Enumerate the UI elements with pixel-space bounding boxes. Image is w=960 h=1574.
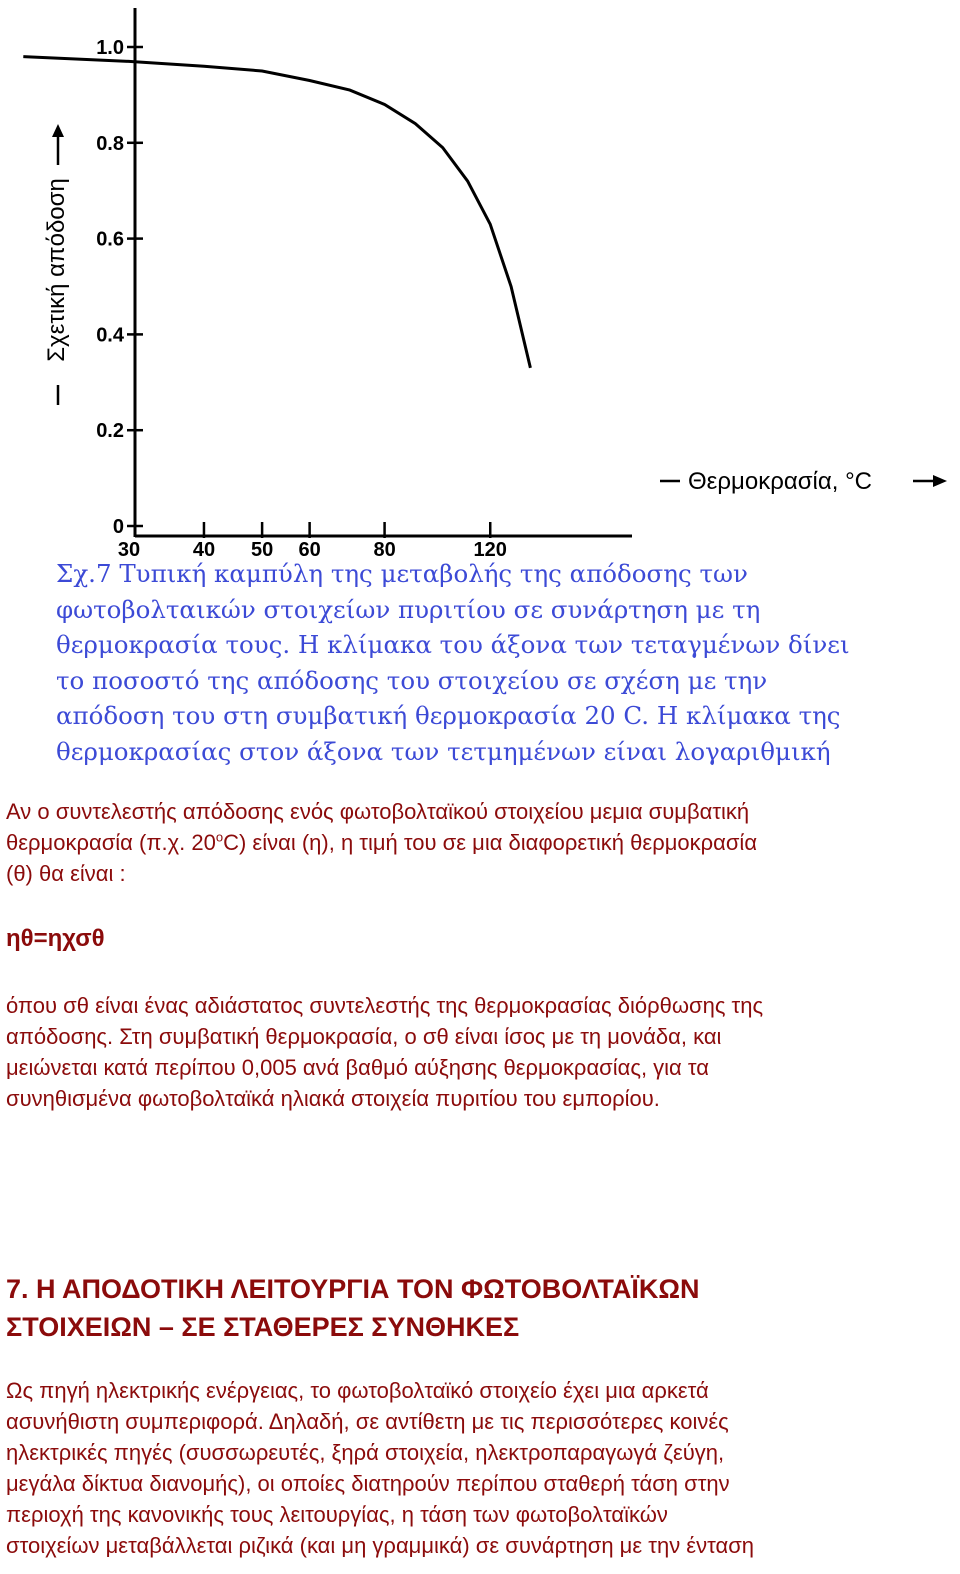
text-line: όπου σθ είναι ένας αδιάστατος συντελεστής της θερμοκρασίας διόρθωσης της [6,993,764,1018]
y-tick-label: 0 [112,516,124,538]
efficiency-curve [23,57,530,368]
paragraph-correction-factor [6,990,951,1114]
x-tick-label: 80 [373,539,396,560]
y-tick-label: 0.8 [96,132,124,155]
x-tick-label: 30 [117,539,141,560]
efficiency-temperature-chart [0,0,960,560]
heading-line: ΣΤΟΙΧΕΙΩΝ – ΣΕ ΣΤΑΘΕΡΕΣ ΣΥΝΘΗΚΕΣ [6,1312,520,1342]
x-tick-label: 50 [250,539,274,560]
text-line: συνηθισμένα φωτοβολταϊκά ηλιακά στοιχεία πυριτίου του εμπορίου. [6,1086,660,1111]
x-tick-label: 40 [192,539,216,560]
y-axis-label: Σχετική απόδοση [43,178,70,362]
heading-line: 7. Η ΑΠΟΔΟΤΙΚΗ ΛΕΙΤΟΥΡΓΙΑ ΤΟΝ ΦΩΤΟΒΟΛΤΑΪΚΩΝ [6,1274,700,1304]
y-axis-label-arrowhead [52,124,64,137]
text-line: θερμοκρασία (π.χ. 20$^o$C) είναι (η), η τιμή του σε μια διαφορετική θερμοκρασία [6,829,758,855]
x-tick-label: 60 [298,539,321,560]
formula: ηθ=ηχσθ [6,925,105,952]
caption-line: το ποσοστό της απόδοσης του στοιχείου σε σχέση με την [56,665,768,695]
text-line: ηλεκτρικές πηγές (συσσωρευτές, ξηρά στοιχεία, ηλεκτροπαραγωγά ζεύγη, [6,1440,725,1465]
caption-line: φωτοβολταικών στοιχείων πυριτίου σε συνάρτηση με τη [56,594,761,624]
text-line: ασυνήθιστη συμπεριφορά. Δηλαδή, σε αντίθετη με τις περισσότερες κοινές [6,1409,729,1434]
text-line: μειώνεται κατά περίπου 0,005 ανά βαθμό αύξησης θερμοκρασίας, για τα [6,1055,709,1080]
caption-line: Σχ.7 Τυπική καμπύλη της μεταβολής της απόδοσης των [56,559,748,588]
text-line: μεγάλα δίκτυα διανομής), οι οποίες διατηρούν περίπου σταθερή τάση στην [6,1471,730,1496]
x-axis-label-arrowhead [933,475,947,487]
text-line: (θ) θα είναι : [6,861,126,886]
caption-line: απόδοση του στη συμβατική θερμοκρασία 20 C. Η κλίμακα της [56,701,841,730]
caption-line: θερμοκρασίας στον άξονα των τετμημένων είναι λογαριθμική [56,736,831,766]
caption-line: θερμοκρασία τους. Η κλίμακα του άξονα των τεταγμένων δίνει [56,630,850,659]
section-heading [6,1270,951,1346]
text-line: Αν ο συντελεστής απόδοσης ενός φωτοβολταϊκού στοιχείου μεμια συμβατική [6,799,750,824]
x-tick-label: 120 [473,539,507,560]
paragraph-efficiency-definition [6,796,951,889]
paragraph-operation [6,1375,951,1561]
y-tick-label: 0.4 [96,324,124,347]
text-line: απόδοσης. Στη συμβατική θερμοκρασία, ο σθ είναι ίσος με τη μονάδα, και [6,1024,722,1049]
y-tick-label: 0.6 [96,228,124,251]
text-line: περιοχή της κανονικής τους λειτουργίας, η τάση των φωτοβολταϊκών [6,1502,668,1527]
x-axis-label: Θερμοκρασία, °C [688,468,873,495]
y-tick-label: 1.0 [96,37,124,59]
text-line: στοιχείων μεταβάλλεται ριζικά (και μη γραμμικά) σε συνάρτηση με την ένταση [6,1533,755,1558]
figure-caption [56,556,946,769]
text-line: Ως πηγή ηλεκτρικής ενέργειας, το φωτοβολταϊκό στοιχείο έχει μια αρκετά [6,1378,709,1403]
y-tick-label: 0.2 [96,420,124,443]
